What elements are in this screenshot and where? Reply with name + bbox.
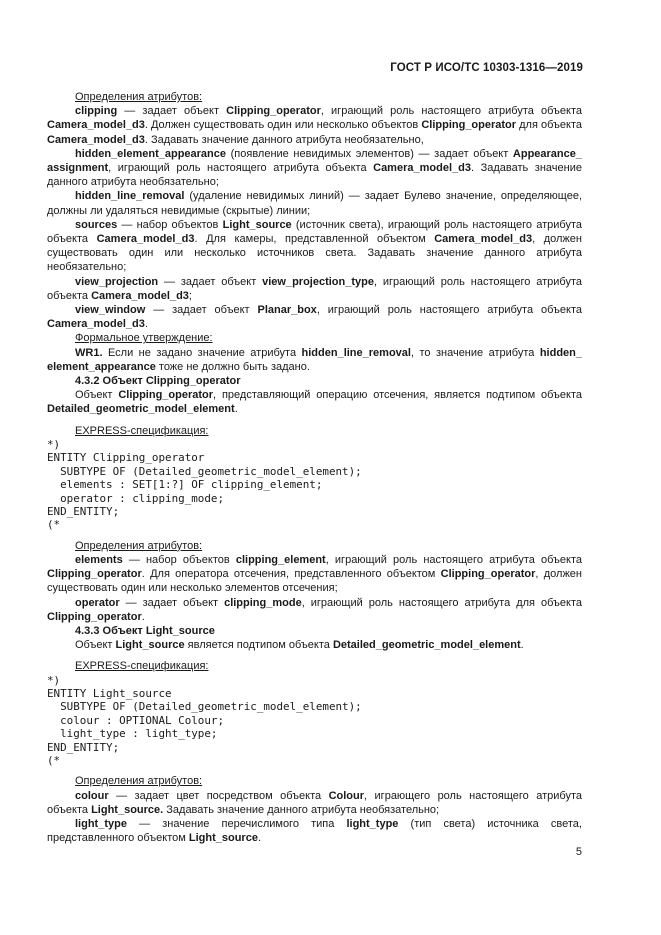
- elements-definition: elements — набор объектов clipping_element, играющий роль настоящего атрибута объекта Clipping_operator. Для оператора отсечения, представленного объектом Clipping_operator, должен существовать один или несколько элементов отсечения;: [47, 553, 583, 595]
- view-projection-definition: view_projection — задает объект view_projection_type, играющий роль настоящего атрибута объекта Camera_model_d3;: [47, 275, 582, 302]
- sources-definition: sources — набор объектов Light_source (источник света), играющий роль настоящего атрибута объекта Camera_model_d3. Для камеры, представленной объектом Camera_model_d3, должен существовать один или несколько источников света. Задавать значение данного атрибута необязательно;: [47, 218, 582, 274]
- express-code-clipping-operator: *) ENTITY Clipping_operator SUBTYPE OF (Detailed_geometric_model_element); elements : SET[1:?] OF clipping_element; operator : clipping_mode; END_ENTITY; (*: [47, 437, 362, 532]
- attribute-definitions-heading-3: Определения атрибутов:: [75, 775, 203, 788]
- colour-definition: colour — задает цвет посредством объекта Colour, играющего роль настоящего атрибута объекта Light_source. Задавать значение данного атрибута необязательно;: [47, 789, 582, 816]
- formal-statement-heading: Формальное утверждение:: [75, 332, 213, 345]
- express-spec-heading-2: EXPRESS-спецификация:: [75, 660, 209, 673]
- hidden-line-removal-definition: hidden_line_removal (удаление невидимых линий) — задает Булево значение, определяющее, должны ли удаляться невидимые (скрытые) линии;: [47, 190, 582, 217]
- section-4-3-2-title: 4.3.2 Объект Clipping_operator: [75, 375, 241, 388]
- light-type-definition: light_type — значение перечислимого типа light_type (тип света) источника света, представленного объектом Light_source.: [47, 818, 582, 845]
- attribute-definitions-heading: Определения атрибутов:: [75, 91, 203, 103]
- clipping-definition: clipping — задает объект Clipping_operator, играющий роль настоящего атрибута объекта Camera_model_d3. Должен существовать один или несколько объектов Clipping_operator для объекта Camera_model_d3. Задавать значение данного атрибута необязательно,: [47, 105, 583, 146]
- express-code-light-source: *) ENTITY Light_source SUBTYPE OF (Detailed_geometric_model_element); colour : OPTIONAL Colour; light_type : light_type; END_ENTITY; (*: [47, 673, 362, 767]
- section-4-3-3-text: Объект Light_source является подтипом объекта Detailed_geometric_model_element.: [75, 639, 524, 652]
- operator-definition: operator — задает объект clipping_mode, играющий роль настоящего атрибута для объекта Clipping_operator.: [47, 596, 582, 623]
- section-4-3-2-text: Объект Clipping_operator, представляющий операцию отсечения, является подтипом объекта Detailed_geometric_model_element.: [47, 389, 583, 416]
- page-number: 5: [575, 846, 582, 858]
- express-spec-heading-1: EXPRESS-спецификация:: [75, 424, 209, 437]
- page-content: [47, 90, 582, 845]
- section-4-3-3-title: 4.3.3 Объект Light_source: [75, 624, 215, 637]
- wr1-rule: WR1. Если не задано значение атрибута hidden_line_removal, то значение атрибута hidden_ element_appearance тоже не должно быть задано.: [47, 346, 582, 373]
- standard-header: ГОСТ Р ИСО/ТС 10303-1316—2019: [390, 62, 583, 74]
- attribute-definitions-heading-2: Определения атрибутов:: [75, 539, 203, 552]
- view-window-definition: view_window — задает объект Planar_box, играющий роль настоящего атрибута объекта Camera_model_d3.: [47, 304, 583, 331]
- hidden-element-appearance-definition: hidden_element_appearance (появление невидимых элементов) — задает объект Appearance_ assignment, играющий роль настоящего атрибута объекта Camera_model_d3. Задавать значение данного атрибута необязательно;: [47, 147, 582, 189]
